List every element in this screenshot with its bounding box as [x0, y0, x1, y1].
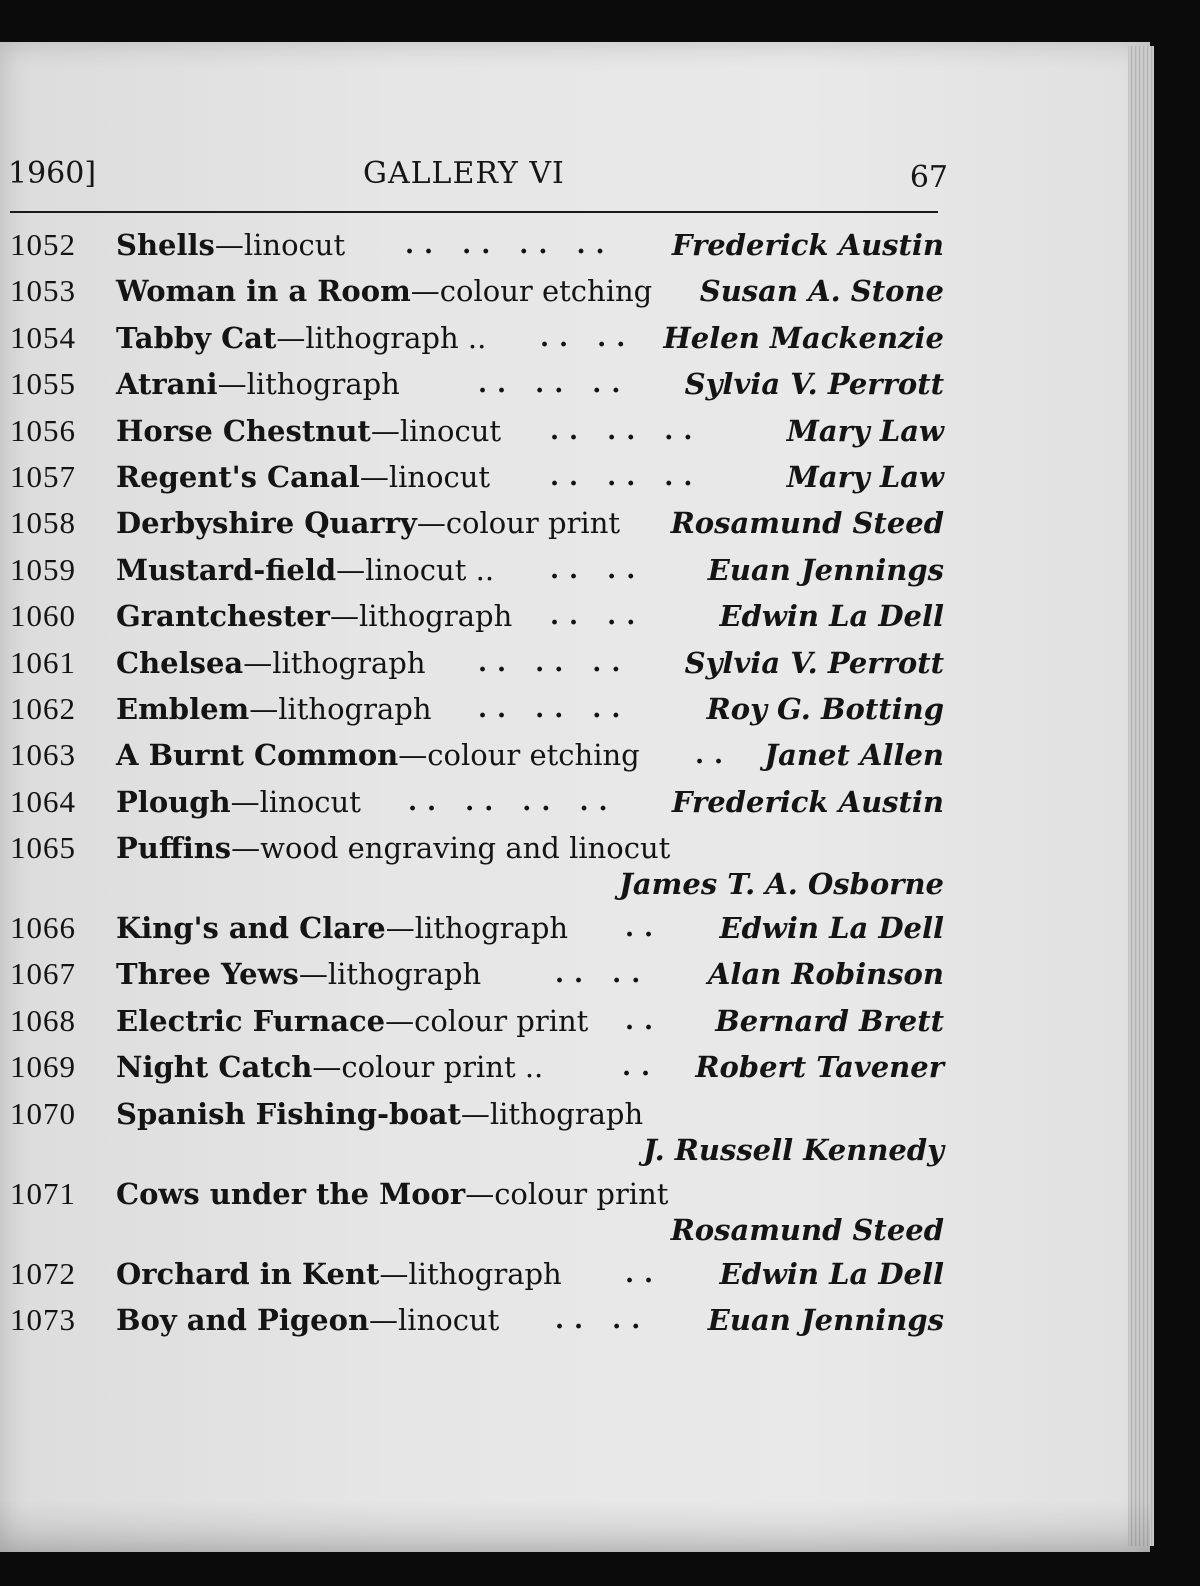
entry-number: 1063 — [10, 737, 76, 773]
header-gallery: GALLERY VI — [363, 156, 565, 191]
page-edge — [1128, 46, 1154, 1546]
header-year: 1960] — [8, 156, 97, 191]
entry-number: 1068 — [10, 1002, 76, 1038]
entry-title — [116, 1091, 643, 1137]
entry-artist: Frederick Austin — [671, 228, 944, 262]
entry-title — [116, 905, 568, 951]
entry-title — [116, 1297, 499, 1343]
entry-title — [116, 1044, 543, 1090]
entry-artist: Euan Jennings — [707, 1303, 944, 1338]
entry-leaders: .. — [625, 1258, 664, 1289]
entry-leaders: .. .. .. — [478, 647, 631, 678]
entry-medium: —colour print — [385, 1003, 589, 1038]
entry-artist: Sylvia V. Perrott — [684, 645, 944, 680]
entry-title — [116, 547, 494, 593]
entry-title — [116, 951, 481, 997]
entry-title — [116, 1171, 668, 1217]
entry-number: 1058 — [10, 505, 76, 541]
catalogue-entry — [10, 593, 944, 639]
entry-artist: Helen Mackenzie — [663, 320, 944, 355]
entry-medium: —linocut — [214, 228, 346, 262]
entry-medium: —lithograph .. — [276, 320, 487, 355]
entry-title — [116, 268, 652, 314]
catalogue-entry — [10, 1251, 944, 1297]
catalogue-entry — [10, 315, 944, 361]
entry-title-text: Grantchester — [116, 599, 330, 634]
entry-number: 1059 — [10, 551, 76, 587]
entry-medium: —colour etching — [398, 738, 640, 773]
entry-leaders: .. .. .. .. — [405, 230, 615, 260]
entry-number: 1060 — [10, 598, 76, 634]
entry-leaders: .. .. .. .. — [408, 786, 618, 817]
catalogue-entry — [10, 1091, 944, 1171]
entry-title-text: Emblem — [116, 691, 250, 726]
entry-medium: —linocut — [230, 784, 361, 819]
entry-title — [116, 1251, 562, 1297]
catalogue-entry — [10, 998, 944, 1044]
entry-number: 1057 — [10, 458, 76, 494]
catalogue-entry — [10, 361, 944, 407]
entry-title-text: Plough — [116, 784, 231, 819]
entry-title-text: Cows under the Moor — [116, 1176, 466, 1211]
entry-leaders: .. .. .. — [550, 461, 703, 492]
entry-title-text: Mustard-field — [116, 552, 337, 587]
entry-medium: —lithograph — [298, 957, 482, 992]
entry-artist: Rosamund Steed — [670, 506, 944, 541]
catalogue-entry — [10, 1171, 944, 1251]
entry-title-text: Three Yews — [116, 957, 299, 992]
catalogue-entry — [10, 779, 944, 825]
catalogue-entry — [10, 732, 944, 778]
entry-artist: Edwin La Dell — [719, 1256, 944, 1291]
entry-artist: Sylvia V. Perrott — [684, 367, 944, 402]
entry-medium: —colour etching — [410, 274, 653, 309]
entry-artist: J. Russell Kennedy — [643, 1132, 944, 1167]
entry-title-text: Orchard in Kent — [116, 1256, 380, 1291]
entry-artist: Robert Tavener — [695, 1050, 944, 1085]
entry-artist: James T. A. Osborne — [619, 867, 944, 902]
entry-title-text: Electric Furnace — [116, 1003, 386, 1038]
entry-title — [116, 998, 588, 1044]
catalogue-list — [10, 222, 944, 1343]
entry-medium: —lithograph — [217, 367, 400, 402]
catalogue-entry — [10, 825, 944, 905]
entry-medium: —lithograph — [329, 599, 513, 634]
page-shadow — [0, 1500, 1150, 1552]
catalogue-entry — [10, 500, 944, 546]
catalogue-entry — [10, 1297, 944, 1343]
entry-number: 1056 — [10, 412, 76, 448]
entry-medium: —colour print — [465, 1176, 669, 1211]
entry-title — [116, 640, 426, 686]
entry-medium: —colour print .. — [312, 1050, 544, 1085]
entry-leaders: .. .. — [555, 1305, 651, 1336]
entry-number: 1052 — [10, 227, 76, 262]
entry-number: 1067 — [10, 956, 76, 992]
catalogue-entry — [10, 547, 944, 593]
catalogue-entry — [10, 408, 944, 454]
entry-medium: —linocut — [369, 1303, 500, 1338]
page-number: 67 — [909, 160, 948, 195]
entry-medium: —linocut — [359, 459, 491, 494]
entry-leaders: .. — [625, 1005, 664, 1036]
entry-leaders: .. .. .. — [550, 415, 703, 446]
entry-title — [116, 361, 400, 407]
entry-artist: Mary Law — [786, 413, 944, 448]
entry-title-text: Boy and Pigeon — [116, 1303, 370, 1338]
entry-title — [116, 686, 432, 732]
entry-title — [116, 408, 501, 454]
catalogue-entry — [10, 1044, 944, 1090]
entry-artist: Rosamund Steed — [670, 1212, 944, 1247]
catalogue-entry — [10, 951, 944, 997]
entry-number: 1061 — [10, 644, 76, 680]
entry-title-text: Atrani — [116, 367, 218, 402]
entry-leaders: .. .. .. — [478, 369, 631, 400]
entry-title — [116, 500, 620, 546]
entry-title-text: Night Catch — [116, 1050, 313, 1085]
entry-leaders: .. — [625, 913, 664, 944]
entry-title — [116, 825, 670, 871]
entry-title-text: Horse Chestnut — [116, 413, 371, 448]
entry-number: 1071 — [10, 1175, 76, 1211]
entry-title-text: Shells — [116, 228, 215, 262]
catalogue-entry — [10, 905, 944, 951]
entry-artist: Frederick Austin — [671, 784, 944, 819]
entry-number: 1054 — [10, 319, 76, 355]
entry-leaders: .. .. .. — [478, 693, 631, 724]
entry-leaders: .. — [622, 1052, 661, 1083]
entry-artist: Edwin La Dell — [719, 599, 944, 634]
entry-number: 1070 — [10, 1095, 76, 1131]
header-rule — [10, 211, 938, 213]
entry-medium: —colour print — [416, 506, 621, 541]
entry-title-text: King's and Clare — [116, 911, 386, 946]
entry-title — [116, 732, 640, 778]
catalogue-entry — [10, 686, 944, 732]
entry-title-text: A Burnt Common — [116, 738, 399, 773]
entry-artist: Edwin La Dell — [719, 911, 944, 946]
entry-title — [116, 454, 490, 500]
entry-artist: Roy G. Botting — [706, 691, 944, 726]
entry-artist: Susan A. Stone — [699, 274, 944, 309]
entry-leaders: .. .. — [555, 959, 651, 990]
entry-artist: Alan Robinson — [707, 957, 944, 992]
entry-medium: —lithograph — [460, 1096, 644, 1131]
entry-artist: Janet Allen — [764, 738, 944, 773]
entry-number: 1066 — [10, 910, 76, 946]
entry-title — [116, 593, 512, 639]
entry-leaders: .. — [695, 740, 734, 771]
entry-title-text: Tabby Cat — [116, 320, 277, 355]
entry-title — [116, 222, 345, 268]
catalogue-entry — [10, 222, 944, 268]
entry-title-text: Puffins — [116, 831, 232, 866]
entry-number: 1064 — [10, 783, 76, 819]
entry-medium: —linocut .. — [336, 552, 495, 587]
entry-title-text: Woman in a Room — [116, 274, 411, 309]
entry-number: 1073 — [10, 1302, 76, 1338]
entry-artist: Bernard Brett — [715, 1003, 944, 1038]
entry-artist: Mary Law — [786, 459, 944, 494]
entry-title — [116, 315, 486, 361]
entry-medium: —lithograph — [249, 691, 432, 726]
entry-number: 1055 — [10, 366, 76, 402]
catalogue-entry — [10, 268, 944, 314]
running-head — [8, 150, 948, 196]
entry-leaders: .. .. — [540, 322, 636, 353]
catalogue-entry — [10, 454, 944, 500]
entry-title-text: Regent's Canal — [116, 459, 360, 494]
entry-medium: —lithograph — [379, 1256, 562, 1291]
entry-leaders: .. .. — [550, 554, 646, 585]
entry-artist: Euan Jennings — [707, 552, 944, 587]
entry-medium: —linocut — [370, 413, 502, 448]
entry-medium: —wood engraving and linocut — [231, 831, 671, 866]
entry-number: 1069 — [10, 1049, 76, 1085]
entry-medium: —lithograph — [243, 645, 426, 680]
entry-number: 1053 — [10, 273, 76, 309]
entry-number: 1065 — [10, 830, 76, 866]
entry-title-text: Spanish Fishing-boat — [116, 1096, 461, 1131]
entry-medium: —lithograph — [385, 911, 569, 946]
entry-number: 1062 — [10, 690, 76, 726]
entry-title — [116, 779, 361, 825]
entry-number: 1072 — [10, 1255, 76, 1291]
entry-title-text: Chelsea — [116, 645, 244, 680]
entry-title-text: Derbyshire Quarry — [116, 506, 417, 541]
entry-leaders: .. .. — [550, 601, 646, 632]
catalogue-entry — [10, 640, 944, 686]
